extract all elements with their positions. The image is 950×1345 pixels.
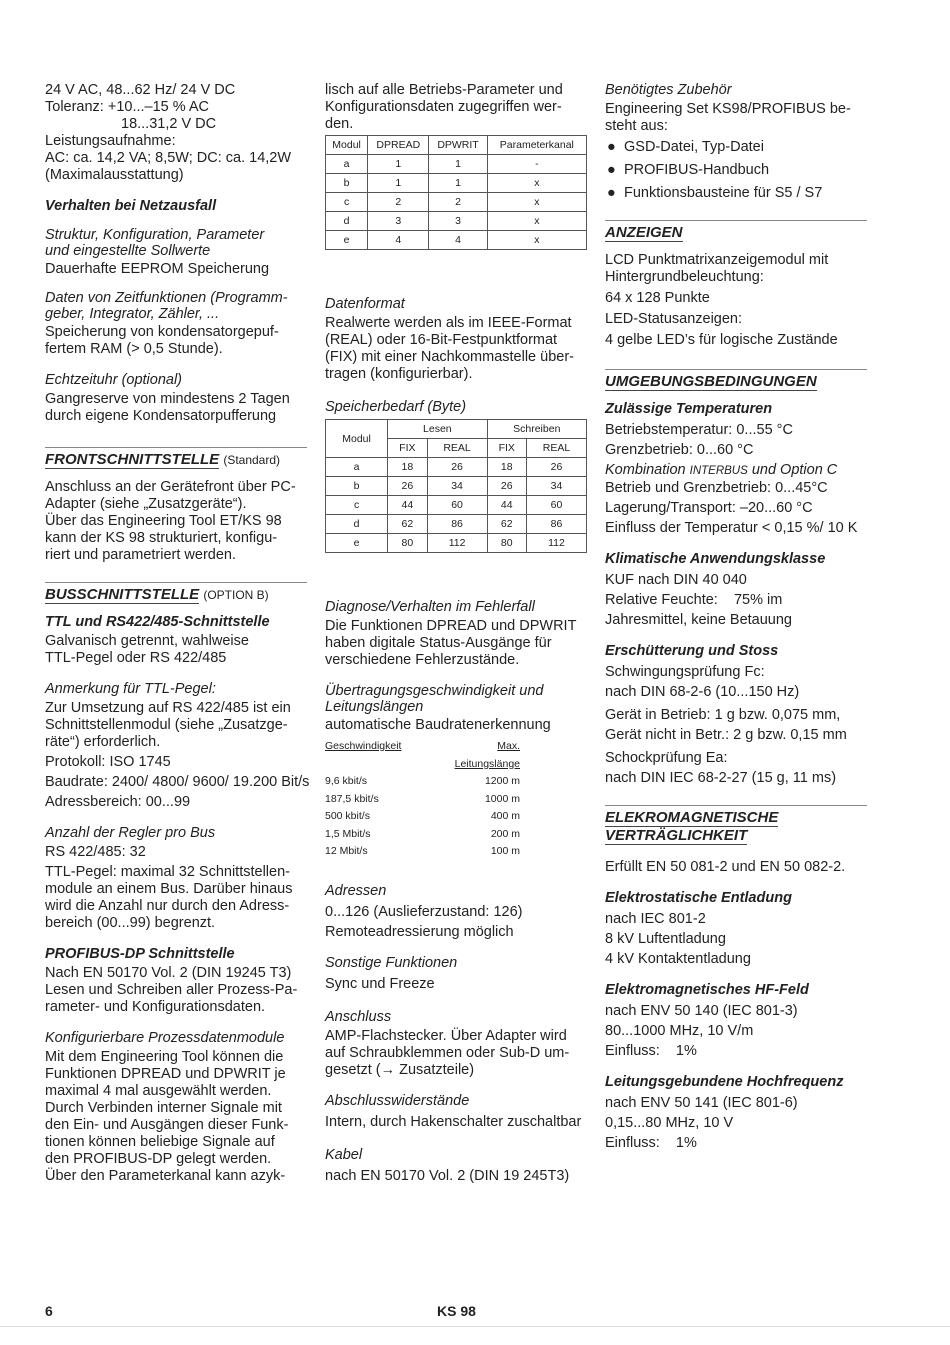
klima-line: KUF nach DIN 40 040 <box>605 572 747 588</box>
anzeigen-line: LED-Statusanzeigen: <box>605 311 743 327</box>
temp-line: Einfluss der Temperatur < 0,15 %/ 10 K <box>605 520 858 536</box>
table-cell: c <box>326 496 388 515</box>
klima-line: Jahresmittel, keine Betauung <box>605 612 792 628</box>
datenformat-text: (REAL) oder 16-Bit-Festpunktformat <box>325 332 558 348</box>
module-table <box>325 135 587 250</box>
heading-kabel: Kabel <box>325 1146 363 1163</box>
front-text: riert und parametriert werden. <box>45 547 236 563</box>
abschluss-text: Intern, durch Hakenschalter zuschaltbar <box>325 1113 582 1130</box>
erschuett-line: Schwingungsprüfung Fc: <box>605 664 765 680</box>
heading-sonstige: Sonstige Funktionen <box>325 954 458 971</box>
struktur-text: Dauerhafte EEPROM Speicherung <box>45 261 270 277</box>
column-2 <box>325 82 588 1185</box>
speed-row <box>325 773 525 791</box>
table-cell: 34 <box>527 477 587 496</box>
speed-cell: 9,6 kbit/s <box>325 775 368 787</box>
list-item-label: PROFIBUS-Handbuch <box>624 162 770 178</box>
anschluss-text: auf Schraubklemmen oder Sub-D um- <box>325 1044 570 1061</box>
table-cell: d <box>326 212 368 231</box>
anm-text: Zur Umsetzung auf RS 422/485 ist ein <box>45 700 291 716</box>
konfig-text: Über den Parameterkanal kann azyk- <box>45 1168 286 1184</box>
anzahl-text: bereich (00...99) begrenzt. <box>45 915 216 931</box>
section-title: VERTRÄGLICHKEIT <box>605 827 748 844</box>
heading-adressen: Adressen <box>325 882 387 899</box>
supply-line: 24 V AC, 48...62 Hz/ 24 V DC <box>45 82 236 98</box>
datenformat-text: (FIX) mit einer Nachkommastelle über- <box>325 349 574 365</box>
intro-text: den. <box>325 116 354 132</box>
table-header: REAL <box>527 439 587 458</box>
table-cell: 1 <box>368 155 429 174</box>
heading-echtzeit: Echtzeituhr (optional) <box>45 372 183 388</box>
front-text: Anschluss an der Gerätefront über PC- <box>45 479 296 495</box>
anzahl-text: wird die Anzahl nur durch den Adress- <box>45 898 290 914</box>
hf-line: nach ENV 50 140 (IEC 801-3) <box>605 1003 798 1019</box>
table-header: Modul <box>326 420 388 458</box>
table-row <box>326 477 587 496</box>
table-cell: - <box>487 155 586 174</box>
diagnose-text: Die Funktionen DPREAD und DPWRIT <box>325 618 577 634</box>
table-cell: x <box>487 212 586 231</box>
lg-line: nach ENV 50 141 (IEC 801-6) <box>605 1095 798 1111</box>
uebertragung-text: automatische Baudratenerkennung <box>325 717 551 733</box>
table-cell: 112 <box>527 534 587 553</box>
anm-text: räte“) erforderlich. <box>45 734 161 750</box>
heading-speicher: Speicherbedarf (Byte) <box>325 399 467 415</box>
table-cell: b <box>326 477 388 496</box>
heading-esd: Elektrostatische Entladung <box>605 890 792 906</box>
diagnose-text: verschiedene Fehlerzustände. <box>325 652 520 668</box>
table-header: Parameterkanal <box>487 136 586 155</box>
table-row <box>326 155 587 174</box>
ttl-text: TTL-Pegel oder RS 422/485 <box>45 650 227 666</box>
front-text: Über das Engineering Tool ET/KS 98 <box>45 513 282 529</box>
konfig-text: Funktionen DPREAD und DPWRIT je <box>45 1066 286 1082</box>
ttl-text: Galvanisch getrennt, wahlweise <box>45 633 249 649</box>
datenformat-text: tragen (konfigurierbar). <box>325 366 473 382</box>
table-cell: 44 <box>388 496 427 515</box>
temp-line: Lagerung/Transport: –20...60 °C <box>605 500 813 516</box>
memory-table <box>325 419 587 553</box>
anzeigen-line: 64 x 128 Punkte <box>605 290 710 306</box>
table-cell: 26 <box>527 458 587 477</box>
heading-ttl: TTL und RS422/485-Schnittstelle <box>45 614 270 630</box>
anzeigen-text: Hintergrundbeleuchtung: <box>605 269 764 285</box>
intro-text: Konfigurationsdaten zugegriffen wer- <box>325 99 562 115</box>
section-title: FRONTSCHNITTSTELLE <box>45 451 220 468</box>
speed-cell: 400 m <box>490 810 520 822</box>
echtzeit-text: durch eigene Kondensatorpufferung <box>45 408 277 424</box>
anzeigen-line: 4 gelbe LED’s für logische Zustände <box>605 332 838 348</box>
section-title: ANZEIGEN <box>605 224 683 241</box>
erschuett-line: Gerät nicht in Betr.: 2 g bzw. 0,15 mm <box>605 727 847 743</box>
daten-text: Speicherung von kondensatorgepuf- <box>45 324 279 340</box>
table-cell: a <box>326 458 388 477</box>
speed-cell: 1200 m <box>484 775 520 787</box>
list-item-label: Funktionsbausteine für S5 / S7 <box>624 185 823 201</box>
esd-line: 8 kV Luftentladung <box>605 931 726 947</box>
konfig-text: den PROFIBUS-DP gelegt werden. <box>45 1151 272 1167</box>
speed-row <box>325 791 525 809</box>
table-cell: 4 <box>429 231 487 250</box>
table-cell: 3 <box>368 212 429 231</box>
heading-abschluss: Abschlusswiderstände <box>325 1092 470 1109</box>
heading-anschluss: Anschluss <box>325 1008 392 1025</box>
bullet-icon: ● <box>607 185 616 201</box>
echtzeit-text: Gangreserve von mindestens 2 Tagen <box>45 391 290 407</box>
section-busschnittstelle <box>45 582 307 604</box>
speed-cell: 500 kbit/s <box>325 810 370 822</box>
document-title: KS 98 <box>437 1303 476 1319</box>
table-cell: 26 <box>487 477 526 496</box>
supply-line: 18...31,2 V DC <box>121 116 217 132</box>
table-row <box>326 231 587 250</box>
table-cell: 62 <box>388 515 427 534</box>
heading-datenformat: Datenformat <box>325 296 405 312</box>
table-header: FIX <box>388 439 427 458</box>
supply-line: AC: ca. 14,2 VA; 8,5W; DC: ca. 14,2W <box>45 150 292 166</box>
zubehoer-text: steht aus: <box>605 118 668 134</box>
datenformat-text: Realwerte werden als im IEEE-Format <box>325 315 572 331</box>
table-cell: 62 <box>487 515 526 534</box>
emv-text: Erfüllt EN 50 081-2 und EN 50 082-2. <box>605 859 846 875</box>
lg-line: Einfluss: 1% <box>605 1135 697 1151</box>
table-header: Schreiben <box>487 420 586 439</box>
adressen-text: Remoteadressierung möglich <box>325 923 514 940</box>
list-item-label: GSD-Datei, Typ-Datei <box>624 139 764 155</box>
heading-diagnose: Diagnose/Verhalten im Fehlerfall <box>325 599 535 615</box>
heading-netzausfall: Verhalten bei Netzausfall <box>45 198 217 214</box>
esd-line: nach IEC 801-2 <box>605 911 706 927</box>
temp-kombi-text: Kombination <box>605 462 690 478</box>
front-text: kann der KS 98 strukturiert, konfigu- <box>45 530 278 546</box>
speed-header: Max. Leitungslänge <box>454 740 520 770</box>
heading-line: Daten von Zeitfunktionen (Programm- <box>45 290 288 306</box>
table-row <box>326 174 587 193</box>
table-row <box>326 515 587 534</box>
speed-table <box>325 738 525 861</box>
table-cell: 60 <box>527 496 587 515</box>
table-cell: 18 <box>388 458 427 477</box>
table-row <box>326 458 587 477</box>
heading-anmerkung: Anmerkung für TTL-Pegel: <box>45 681 216 697</box>
table-cell: 3 <box>429 212 487 231</box>
table-cell: 112 <box>427 534 487 553</box>
table-cell: d <box>326 515 388 534</box>
heading-konfig: Konfigurierbare Prozessdatenmodule <box>45 1030 285 1046</box>
heading-struktur <box>45 227 307 259</box>
heading-daten <box>45 290 307 322</box>
section-title: ELEKROMAGNETISCHE <box>605 809 779 826</box>
erschuett-line: Schockprüfung Ea: <box>605 750 728 766</box>
heading-line: und eingestellte Sollwerte <box>45 243 211 259</box>
speed-header: Geschwindigkeit <box>325 740 402 752</box>
baudrate: Baudrate: 2400/ 4800/ 9600/ 19.200 Bit/s <box>45 774 310 790</box>
temp-kombination <box>605 462 867 480</box>
heading-temperaturen: Zulässige Temperaturen <box>605 401 773 417</box>
erschuett-line: nach DIN IEC 68-2-27 (15 g, 11 ms) <box>605 770 837 786</box>
table-cell: 26 <box>427 458 487 477</box>
temp-line: Betriebstemperatur: 0...55 °C <box>605 422 793 438</box>
table-cell: 60 <box>427 496 487 515</box>
page-number: 6 <box>45 1303 53 1319</box>
konfig-text: maximal 4 mal ausgewählt werden. <box>45 1083 272 1099</box>
profibus-text: rameter- und Konfigurationsdaten. <box>45 999 266 1015</box>
section-title: BUSSCHNITTSTELLE <box>45 586 200 603</box>
anzahl-text: module an einem Bus. Darüber hinaus <box>45 881 293 897</box>
table-cell: 44 <box>487 496 526 515</box>
section-suffix: (Standard) <box>223 453 281 467</box>
table-cell: 2 <box>429 193 487 212</box>
table-header: FIX <box>487 439 526 458</box>
heading-klima: Klimatische Anwendungsklasse <box>605 551 826 567</box>
heading-uebertragung <box>325 683 588 715</box>
table-header: DPWRIT <box>429 136 487 155</box>
table-header: REAL <box>427 439 487 458</box>
adressen-text: 0...126 (Auslieferzustand: 126) <box>325 903 523 920</box>
klima-line: Relative Feuchte: 75% im <box>605 592 783 608</box>
table-cell: c <box>326 193 368 212</box>
table-header: Modul <box>326 136 368 155</box>
table-row <box>326 212 587 231</box>
adressbereich: Adressbereich: 00...99 <box>45 794 191 810</box>
table-header-row <box>326 136 587 155</box>
supply-line: Toleranz: +10...–15 % AC <box>45 99 210 115</box>
section-anzeigen <box>605 220 867 242</box>
table-cell: 2 <box>368 193 429 212</box>
konfig-text: Durch Verbinden interner Signale mit <box>45 1100 282 1116</box>
anzahl-line: RS 422/485: 32 <box>45 844 146 860</box>
supply-line: Leistungsaufnahme: <box>45 133 176 149</box>
daten-text: fertem RAM (> 0,5 Stunde). <box>45 341 223 357</box>
table-cell: b <box>326 174 368 193</box>
temp-kombi-text: und Option C <box>747 462 838 478</box>
anzahl-text: TTL-Pegel: maximal 32 Schnittstellen- <box>45 864 290 880</box>
esd-line: 4 kV Kontaktentladung <box>605 951 751 967</box>
kabel-text: nach EN 50170 Vol. 2 (DIN 19 245T3) <box>325 1167 570 1184</box>
intro-text: lisch auf alle Betriebs-Parameter und <box>325 82 563 98</box>
heading-line: Struktur, Konfiguration, Parameter <box>45 227 265 243</box>
profibus-text: Lesen und Schreiben aller Prozess-Pa- <box>45 982 298 998</box>
table-cell: a <box>326 155 368 174</box>
heading-hf-feld: Elektromagnetisches HF-Feld <box>605 982 809 998</box>
temp-kombi-interbus: INTERBUS <box>689 465 748 477</box>
section-title: UMGEBUNGSBEDINGUNGEN <box>605 373 817 390</box>
section-emv <box>605 805 867 845</box>
bullet-icon: ● <box>607 139 616 155</box>
konfig-text: tionen können beliebige Signale auf <box>45 1134 275 1150</box>
heading-anzahl: Anzahl der Regler pro Bus <box>45 825 216 841</box>
section-frontschnittstelle <box>45 447 307 469</box>
temp-line: Betrieb und Grenzbetrieb: 0...45°C <box>605 480 828 496</box>
speed-header-row <box>325 738 525 773</box>
table-row <box>326 496 587 515</box>
sonstige-text: Sync und Freeze <box>325 975 435 992</box>
heading-line: Übertragungsgeschwindigkeit und <box>325 683 544 699</box>
heading-zubehoer: Benötigtes Zubehör <box>605 82 732 98</box>
speed-cell: 12 Mbit/s <box>325 845 368 857</box>
speed-row <box>325 826 525 844</box>
table-cell: 1 <box>429 155 487 174</box>
table-row <box>326 534 587 553</box>
table-cell: 4 <box>368 231 429 250</box>
table-row <box>326 193 587 212</box>
erschuett-line: nach DIN 68-2-6 (10...150 Hz) <box>605 684 800 700</box>
table-header: DPREAD <box>368 136 429 155</box>
table-cell: 1 <box>429 174 487 193</box>
table-cell: 80 <box>487 534 526 553</box>
speed-cell: 100 m <box>490 845 520 857</box>
column-3 <box>605 82 867 1152</box>
anzeigen-text: LCD Punktmatrixanzeigemodul mit <box>605 252 829 268</box>
section-suffix: (OPTION B) <box>203 588 269 602</box>
heading-line: geber, Integrator, Zähler, ... <box>45 306 220 322</box>
anschluss-text: gesetzt (→ Zusatzteile) <box>325 1061 475 1078</box>
heading-erschuetterung: Erschütterung und Stoss <box>605 643 779 659</box>
heading-line: Leitungslängen <box>325 699 424 715</box>
speed-row <box>325 843 525 861</box>
hf-line: Einfluss: 1% <box>605 1043 697 1059</box>
zubehoer-text: Engineering Set KS98/PROFIBUS be- <box>605 101 851 117</box>
section-umgebung <box>605 369 867 391</box>
table-cell: 86 <box>527 515 587 534</box>
zubehoer-list <box>605 139 867 202</box>
table-header: Lesen <box>388 420 487 439</box>
speed-row <box>325 808 525 826</box>
heading-leitungsgebunden: Leitungsgebundene Hochfrequenz <box>605 1074 844 1090</box>
heading-profibus: PROFIBUS-DP Schnittstelle <box>45 946 235 962</box>
supply-line: (Maximalausstattung) <box>45 167 184 183</box>
temp-line: Grenzbetrieb: 0...60 °C <box>605 442 754 458</box>
erschuett-line: Gerät in Betrieb: 1 g bzw. 0,075 mm, <box>605 707 841 723</box>
speed-cell: 200 m <box>490 827 520 840</box>
speed-cell: 187,5 kbit/s <box>325 792 379 805</box>
diagnose-text: haben digitale Status-Ausgänge für <box>325 635 552 651</box>
table-header-row <box>326 420 587 439</box>
table-cell: x <box>487 193 586 212</box>
lg-line: 0,15...80 MHz, 10 V <box>605 1115 734 1131</box>
speed-cell: 1000 m <box>484 792 520 805</box>
list-item <box>605 185 867 202</box>
front-text: Adapter (siehe „Zusatzgeräte“). <box>45 496 247 512</box>
konfig-text: Mit dem Engineering Tool können die <box>45 1049 284 1065</box>
table-cell: 1 <box>368 174 429 193</box>
table-cell: e <box>326 231 368 250</box>
list-item <box>605 139 867 156</box>
column-1 <box>45 82 310 1185</box>
list-item <box>605 162 867 179</box>
speed-cell: 1,5 Mbit/s <box>325 827 371 840</box>
table-cell: 18 <box>487 458 526 477</box>
table-cell: 80 <box>388 534 427 553</box>
footer-divider <box>0 1326 950 1327</box>
table-cell: x <box>487 174 586 193</box>
hf-line: 80...1000 MHz, 10 V/m <box>605 1023 754 1039</box>
profibus-text: Nach EN 50170 Vol. 2 (DIN 19245 T3) <box>45 965 292 981</box>
konfig-text: den Ein- und Ausgängen dieser Funk- <box>45 1117 289 1133</box>
table-cell: 34 <box>427 477 487 496</box>
anm-text: Schnittstellenmodul (siehe „Zusatzge- <box>45 717 288 733</box>
bullet-icon: ● <box>607 162 616 178</box>
table-cell: 26 <box>388 477 427 496</box>
protokoll: Protokoll: ISO 1745 <box>45 754 171 770</box>
table-cell: x <box>487 231 586 250</box>
table-cell: 86 <box>427 515 487 534</box>
table-cell: e <box>326 534 388 553</box>
anschluss-text: AMP-Flachstecker. Über Adapter wird <box>325 1027 567 1044</box>
